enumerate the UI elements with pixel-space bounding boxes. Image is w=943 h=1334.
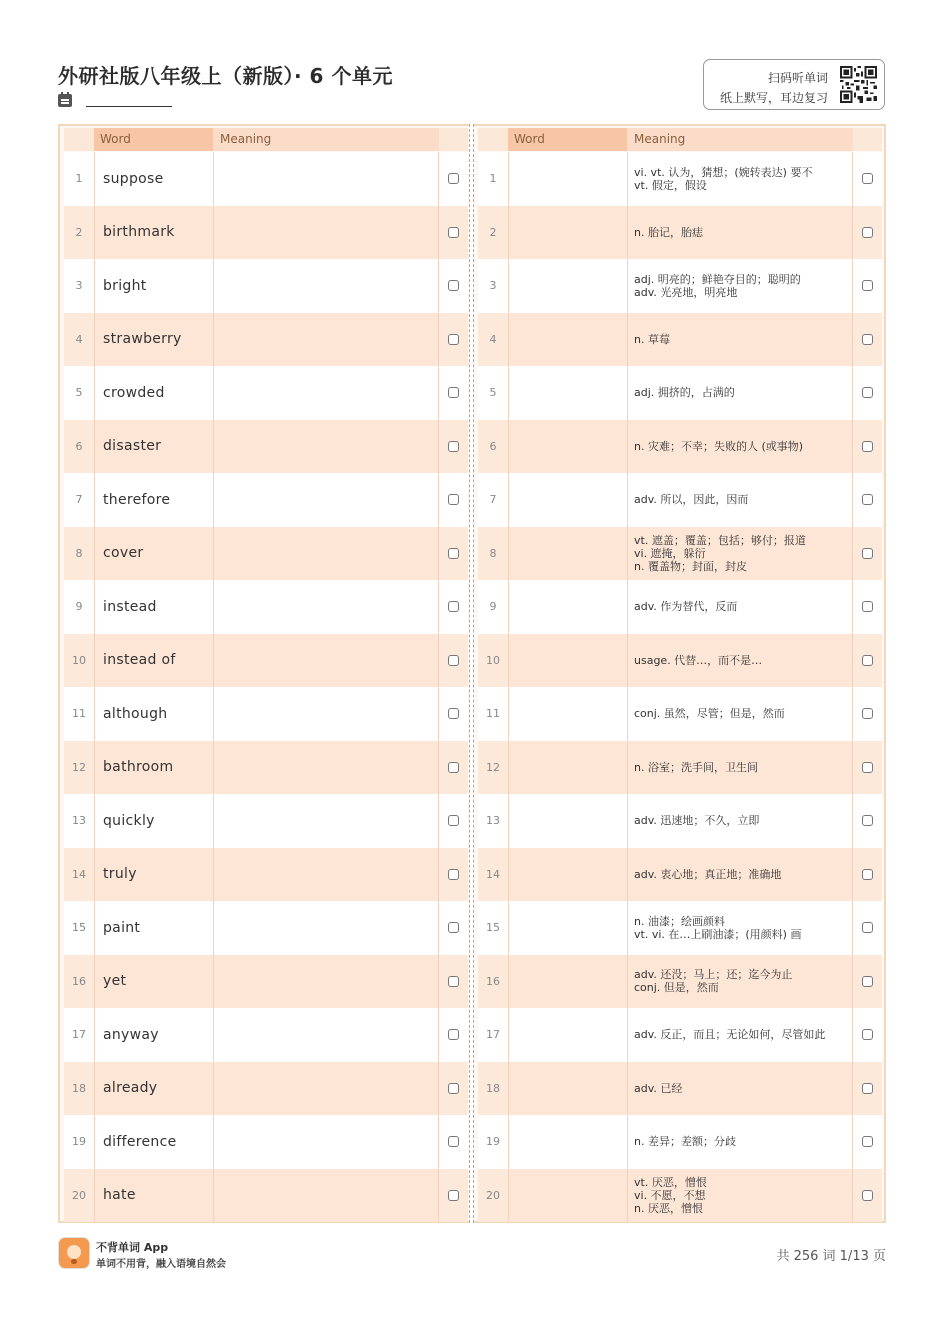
meaning-blank-cell[interactable] <box>213 741 439 795</box>
checkbox-cell <box>439 206 468 260</box>
row-number: 1 <box>64 152 94 206</box>
checkbox-cell <box>439 420 468 474</box>
checkbox-cell <box>853 1169 882 1223</box>
checkbox-cell <box>853 1008 882 1062</box>
table-row <box>478 634 882 688</box>
checkbox-cell <box>853 848 882 902</box>
meaning-cell: adv. 所以，因此，因而 <box>627 473 853 527</box>
row-number: 14 <box>64 848 94 902</box>
checkbox-icon[interactable] <box>448 1136 459 1147</box>
checkbox-cell <box>853 794 882 848</box>
row-number: 4 <box>64 313 94 367</box>
checkbox-cell <box>853 687 882 741</box>
checkbox-cell <box>853 1115 882 1169</box>
word-cell: therefore <box>94 473 213 527</box>
qr-code-icon[interactable] <box>840 66 877 103</box>
checkbox-cell <box>439 313 468 367</box>
word-blank-cell[interactable] <box>508 313 627 367</box>
checkbox-icon[interactable] <box>448 708 459 719</box>
checkbox-cell <box>853 634 882 688</box>
checkbox-cell <box>439 794 468 848</box>
checkbox-icon[interactable] <box>862 922 873 933</box>
meaning-blank-cell[interactable] <box>213 1062 439 1116</box>
meaning-cell: usage. 代替…，而不是… <box>627 634 853 688</box>
table-row <box>64 634 468 688</box>
table-row <box>64 1169 468 1223</box>
meaning-blank-cell[interactable] <box>213 794 439 848</box>
app-logo-icon <box>58 1237 90 1269</box>
word-cell: bathroom <box>94 741 213 795</box>
qr-label-dictation: 纸上默写，耳边复习 <box>719 91 828 105</box>
meaning-cell: adv. 衷心地；真正地；准确地 <box>627 848 853 902</box>
row-number: 15 <box>478 901 508 955</box>
checkbox-cell <box>853 366 882 420</box>
table-row <box>64 1008 468 1062</box>
row-number: 2 <box>478 206 508 260</box>
checkbox-icon[interactable] <box>862 708 873 719</box>
meaning-blank-cell[interactable] <box>213 687 439 741</box>
row-number: 12 <box>64 741 94 795</box>
checkbox-icon[interactable] <box>862 1029 873 1040</box>
meaning-blank-cell[interactable] <box>213 848 439 902</box>
checkbox-cell <box>853 741 882 795</box>
checkbox-cell <box>439 259 468 313</box>
meaning-cell: n. 浴室；洗手间，卫生间 <box>627 741 853 795</box>
checkbox-icon[interactable] <box>862 815 873 826</box>
table-row <box>478 1062 882 1116</box>
checkbox-icon[interactable] <box>862 441 873 452</box>
word-cell: disaster <box>94 420 213 474</box>
checkbox-cell <box>439 152 468 206</box>
row-number: 4 <box>478 313 508 367</box>
row-number: 12 <box>478 741 508 795</box>
meaning-cell: adv. 还没；马上；还；迄今为止 conj. 但是，然而 <box>627 955 853 1009</box>
row-number: 14 <box>478 848 508 902</box>
checkbox-icon[interactable] <box>862 334 873 345</box>
checkbox-icon[interactable] <box>448 869 459 880</box>
table-row <box>478 420 882 474</box>
qr-panel[interactable] <box>703 59 885 110</box>
checkbox-icon[interactable] <box>862 869 873 880</box>
checkbox-cell <box>439 1169 468 1223</box>
row-number: 9 <box>64 580 94 634</box>
table-row <box>64 848 468 902</box>
checkbox-icon[interactable] <box>862 1083 873 1094</box>
checkbox-icon[interactable] <box>448 173 459 184</box>
footer-slogan: 单词不用背，融入语境自然会 <box>96 1259 226 1270</box>
word-cell: bright <box>94 259 213 313</box>
word-cell: birthmark <box>94 206 213 260</box>
footer-app-name: 不背单词 App <box>96 1241 169 1254</box>
table-row <box>478 1169 882 1223</box>
row-number: 7 <box>64 473 94 527</box>
meaning-cell: adv. 作为替代，反而 <box>627 580 853 634</box>
left-header-check <box>439 128 468 151</box>
right-header-number <box>478 128 508 151</box>
table-row <box>478 527 882 581</box>
table-row <box>64 741 468 795</box>
word-blank-cell[interactable] <box>508 741 627 795</box>
row-number: 11 <box>64 687 94 741</box>
meaning-cell: n. 灾难；不幸；失败的人 (或事物) <box>627 420 853 474</box>
meaning-cell: adv. 反正，而且；无论如何，尽管如此 <box>627 1008 853 1062</box>
meaning-cell: n. 胎记，胎痣 <box>627 206 853 260</box>
checkbox-icon[interactable] <box>862 494 873 505</box>
meaning-blank-cell[interactable] <box>213 206 439 260</box>
checkbox-icon[interactable] <box>448 387 459 398</box>
meaning-cell: n. 差异；差额；分歧 <box>627 1115 853 1169</box>
checkbox-cell <box>439 634 468 688</box>
checkbox-icon[interactable] <box>862 976 873 987</box>
meaning-cell: vt. 厌恶，憎恨 vi. 不愿，不想 n. 厌恶，憎恨 <box>627 1169 853 1223</box>
left-header-number <box>64 128 94 151</box>
table-row <box>64 527 468 581</box>
checkbox-cell <box>853 259 882 313</box>
page-title: 外研社版八年级上（新版）· 6 个单元 <box>58 64 393 88</box>
row-number: 13 <box>478 794 508 848</box>
row-number: 8 <box>64 527 94 581</box>
word-cell: cover <box>94 527 213 581</box>
table-row <box>478 848 882 902</box>
meaning-cell: adv. 已经 <box>627 1062 853 1116</box>
right-header-check <box>853 128 882 151</box>
word-cell: crowded <box>94 366 213 420</box>
checkbox-icon[interactable] <box>448 815 459 826</box>
meaning-blank-cell[interactable] <box>213 901 439 955</box>
checkbox-cell <box>853 420 882 474</box>
checkbox-icon[interactable] <box>862 1190 873 1201</box>
checkbox-icon[interactable] <box>448 655 459 666</box>
table-row <box>64 473 468 527</box>
checkbox-icon[interactable] <box>862 173 873 184</box>
table-row <box>64 206 468 260</box>
word-cell: instead of <box>94 634 213 688</box>
word-blank-cell[interactable] <box>508 794 627 848</box>
table-row <box>64 259 468 313</box>
word-blank-cell[interactable] <box>508 1008 627 1062</box>
table-row <box>64 1062 468 1116</box>
footer-page-info: 共 256 词 1/13 页 <box>776 1249 886 1264</box>
left-header-word: Word <box>94 128 213 151</box>
right-header-meaning: Meaning <box>627 128 853 151</box>
row-number: 20 <box>478 1169 508 1223</box>
table-row <box>64 420 468 474</box>
checkbox-icon[interactable] <box>448 976 459 987</box>
word-cell: paint <box>94 901 213 955</box>
table-row <box>64 313 468 367</box>
meaning-cell: adv. 迅速地；不久，立即 <box>627 794 853 848</box>
table-row <box>478 955 882 1009</box>
word-blank-cell[interactable] <box>508 527 627 581</box>
table-row <box>478 901 882 955</box>
checkbox-cell <box>853 152 882 206</box>
table-row <box>478 794 882 848</box>
word-blank-cell[interactable] <box>508 1169 627 1223</box>
checkbox-cell <box>853 901 882 955</box>
date-blank[interactable] <box>86 94 172 107</box>
table-row <box>478 687 882 741</box>
word-cell: hate <box>94 1169 213 1223</box>
checkbox-cell <box>439 473 468 527</box>
checkbox-icon[interactable] <box>448 334 459 345</box>
right-header-word: Word <box>508 128 627 151</box>
table-row <box>478 152 882 206</box>
word-blank-cell[interactable] <box>508 1115 627 1169</box>
row-number: 16 <box>478 955 508 1009</box>
checkbox-cell <box>853 580 882 634</box>
table-row <box>64 901 468 955</box>
checkbox-cell <box>853 473 882 527</box>
row-number: 8 <box>478 527 508 581</box>
table-row <box>478 259 882 313</box>
row-number: 10 <box>478 634 508 688</box>
row-number: 19 <box>64 1115 94 1169</box>
meaning-blank-cell[interactable] <box>213 1115 439 1169</box>
checkbox-cell <box>439 527 468 581</box>
checkbox-icon[interactable] <box>448 1190 459 1201</box>
checkbox-icon[interactable] <box>448 441 459 452</box>
word-blank-cell[interactable] <box>508 955 627 1009</box>
row-number: 11 <box>478 687 508 741</box>
word-blank-cell[interactable] <box>508 206 627 260</box>
checkbox-icon[interactable] <box>862 1136 873 1147</box>
table-row <box>64 687 468 741</box>
meaning-blank-cell[interactable] <box>213 473 439 527</box>
table-row <box>64 580 468 634</box>
checkbox-icon[interactable] <box>448 548 459 559</box>
word-blank-cell[interactable] <box>508 152 627 206</box>
checkbox-cell <box>439 1062 468 1116</box>
word-blank-cell[interactable] <box>508 580 627 634</box>
checkbox-cell <box>439 955 468 1009</box>
row-number: 18 <box>478 1062 508 1116</box>
row-number: 3 <box>478 259 508 313</box>
row-number: 17 <box>64 1008 94 1062</box>
meaning-cell: adj. 明亮的；鲜艳夺目的；聪明的 adv. 光亮地，明亮地 <box>627 259 853 313</box>
row-number: 18 <box>64 1062 94 1116</box>
word-blank-cell[interactable] <box>508 366 627 420</box>
word-blank-cell[interactable] <box>508 634 627 688</box>
table-row <box>64 152 468 206</box>
meaning-blank-cell[interactable] <box>213 580 439 634</box>
meaning-blank-cell[interactable] <box>213 634 439 688</box>
meaning-blank-cell[interactable] <box>213 1169 439 1223</box>
checkbox-cell <box>439 1008 468 1062</box>
checkbox-icon[interactable] <box>448 494 459 505</box>
row-number: 17 <box>478 1008 508 1062</box>
checkbox-cell <box>853 527 882 581</box>
row-number: 9 <box>478 580 508 634</box>
checkbox-cell <box>439 741 468 795</box>
table-row <box>64 955 468 1009</box>
word-blank-cell[interactable] <box>508 901 627 955</box>
row-number: 2 <box>64 206 94 260</box>
calendar-icon <box>58 94 72 107</box>
table-row <box>64 794 468 848</box>
checkbox-icon[interactable] <box>448 1083 459 1094</box>
checkbox-cell <box>439 901 468 955</box>
word-blank-cell[interactable] <box>508 687 627 741</box>
meaning-blank-cell[interactable] <box>213 313 439 367</box>
word-cell: anyway <box>94 1008 213 1062</box>
word-blank-cell[interactable] <box>508 473 627 527</box>
row-number: 5 <box>64 366 94 420</box>
row-number: 7 <box>478 473 508 527</box>
table-row <box>64 366 468 420</box>
word-cell: quickly <box>94 794 213 848</box>
word-cell: suppose <box>94 152 213 206</box>
checkbox-cell <box>853 206 882 260</box>
meaning-cell: vi. vt. 认为，猜想；(婉转表达) 要不 vt. 假定，假设 <box>627 152 853 206</box>
row-number: 19 <box>478 1115 508 1169</box>
meaning-blank-cell[interactable] <box>213 420 439 474</box>
row-number: 6 <box>478 420 508 474</box>
fold-divider <box>469 124 474 1223</box>
word-cell: truly <box>94 848 213 902</box>
checkbox-cell <box>853 313 882 367</box>
meaning-cell: adj. 拥挤的，占满的 <box>627 366 853 420</box>
checkbox-cell <box>439 580 468 634</box>
word-cell: strawberry <box>94 313 213 367</box>
meaning-blank-cell[interactable] <box>213 152 439 206</box>
word-cell: although <box>94 687 213 741</box>
word-blank-cell[interactable] <box>508 848 627 902</box>
meaning-blank-cell[interactable] <box>213 259 439 313</box>
word-cell: already <box>94 1062 213 1116</box>
row-number: 15 <box>64 901 94 955</box>
word-blank-cell[interactable] <box>508 259 627 313</box>
meaning-cell: n. 草莓 <box>627 313 853 367</box>
checkbox-icon[interactable] <box>862 227 873 238</box>
checkbox-cell <box>439 366 468 420</box>
row-number: 3 <box>64 259 94 313</box>
meaning-cell: vt. 遮盖；覆盖；包括；够付；报道 vi. 遮掩，躲衍 n. 覆盖物；封面，封皮 <box>627 527 853 581</box>
checkbox-icon[interactable] <box>448 280 459 291</box>
checkbox-icon[interactable] <box>862 655 873 666</box>
row-number: 20 <box>64 1169 94 1223</box>
checkbox-cell <box>853 1062 882 1116</box>
checkbox-icon[interactable] <box>862 280 873 291</box>
checkbox-icon[interactable] <box>448 601 459 612</box>
row-number: 16 <box>64 955 94 1009</box>
checkbox-icon[interactable] <box>448 227 459 238</box>
checkbox-icon[interactable] <box>448 1029 459 1040</box>
table-row <box>478 1115 882 1169</box>
table-row <box>478 206 882 260</box>
left-header-meaning: Meaning <box>213 128 439 151</box>
table-row <box>478 1008 882 1062</box>
meaning-blank-cell[interactable] <box>213 955 439 1009</box>
word-cell: yet <box>94 955 213 1009</box>
table-row <box>478 473 882 527</box>
checkbox-icon[interactable] <box>862 762 873 773</box>
word-blank-cell[interactable] <box>508 420 627 474</box>
checkbox-cell <box>439 848 468 902</box>
row-number: 6 <box>64 420 94 474</box>
checkbox-icon[interactable] <box>862 601 873 612</box>
qr-label-listen: 扫码听单词 <box>767 71 828 85</box>
checkbox-icon[interactable] <box>448 922 459 933</box>
table-row <box>478 741 882 795</box>
word-cell: instead <box>94 580 213 634</box>
table-row <box>64 1115 468 1169</box>
row-number: 5 <box>478 366 508 420</box>
word-cell: difference <box>94 1115 213 1169</box>
meaning-blank-cell[interactable] <box>213 1008 439 1062</box>
meaning-cell: n. 油漆；绘画颜料 vt. vi. 在…上刷油漆；(用颜料) 画 <box>627 901 853 955</box>
checkbox-icon[interactable] <box>862 548 873 559</box>
meaning-blank-cell[interactable] <box>213 527 439 581</box>
checkbox-icon[interactable] <box>448 762 459 773</box>
checkbox-icon[interactable] <box>862 387 873 398</box>
row-number: 1 <box>478 152 508 206</box>
meaning-cell: conj. 虽然，尽管；但是，然而 <box>627 687 853 741</box>
date-row <box>58 94 172 107</box>
checkbox-cell <box>853 955 882 1009</box>
word-blank-cell[interactable] <box>508 1062 627 1116</box>
meaning-blank-cell[interactable] <box>213 366 439 420</box>
table-row <box>478 313 882 367</box>
checkbox-cell <box>439 1115 468 1169</box>
table-row <box>478 580 882 634</box>
row-number: 10 <box>64 634 94 688</box>
table-row <box>478 366 882 420</box>
checkbox-cell <box>439 687 468 741</box>
row-number: 13 <box>64 794 94 848</box>
